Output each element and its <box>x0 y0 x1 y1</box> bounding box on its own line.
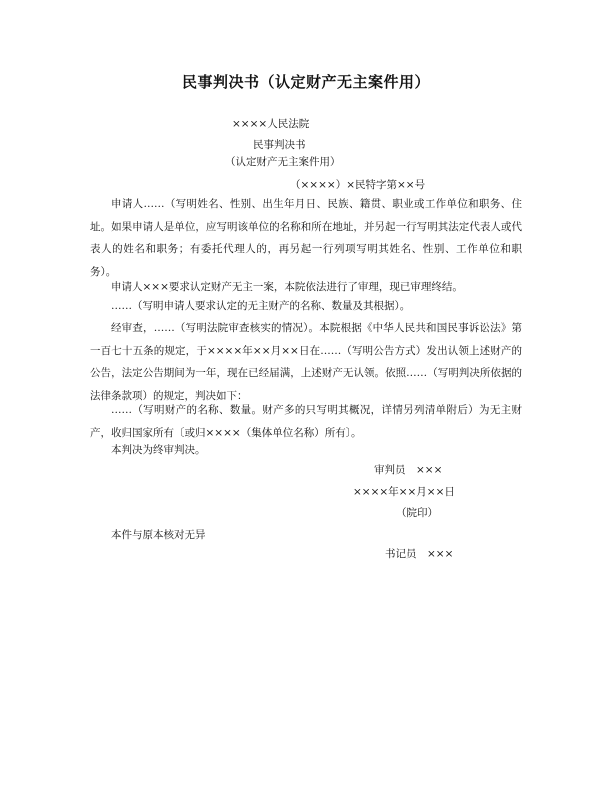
review-paragraph: 经审查，……（写明法院审查核实的情况）。本院根据《中华人民共和国民事诉讼法》第一百七十五条的规定，于××××年××月××日在……（写明公告方式）发出认领上述财产的公告，法定公告期间为一年，现在已经届满，上述财产无认领。依照……（写明判决所依据的法律条款项）的规定，判决如下： <box>90 322 522 402</box>
court-name: ××××人民法院 <box>232 118 310 130</box>
property-claim-paragraph: ……（写明申请人要求认定的无主财产的名称、数量及其根据）。 <box>111 300 411 312</box>
document-title: 民事判决书（认定财产无主案件用） <box>181 73 430 91</box>
clerk-signature: 书记员 ××× <box>385 548 454 560</box>
court-seal: （院印） <box>396 507 438 519</box>
judgment-date: ××××年××月××日 <box>353 486 455 498</box>
case-kind: （认定财产无主案件用） <box>225 156 341 168</box>
judge-signature: 审判员 ××× <box>374 464 443 476</box>
judgment-paragraph: ……（写明财产的名称、数量。财产多的只写明其概况，详情另列清单附后）为无主财产，收归国家所有〔或归××××（集体单位名称）所有〕。 <box>90 404 522 439</box>
case-intro-paragraph: 申请人×××要求认定财产无主一案，本院依法进行了审理，现已审理终结。 <box>111 281 463 293</box>
document-type: 民事判决书 <box>253 139 306 151</box>
verification-note: 本件与原本核对无异 <box>111 529 206 541</box>
applicant-paragraph: 申请人……（写明姓名、性别、出生年月日、民族、籍贯、职业或工作单位和职务、住址。如果申请人是单位，应写明该单位的名称和所在地址，并另起一行写明其法定代表人或代表人的姓名和职务；有委托代理人的，再另起一行列项写明其姓名、性别、工作单位和职务）。 <box>90 198 522 278</box>
case-number: （××××）×民特字第××号 <box>290 179 426 191</box>
final-judgment-paragraph: 本判决为终审判决。 <box>111 444 206 456</box>
